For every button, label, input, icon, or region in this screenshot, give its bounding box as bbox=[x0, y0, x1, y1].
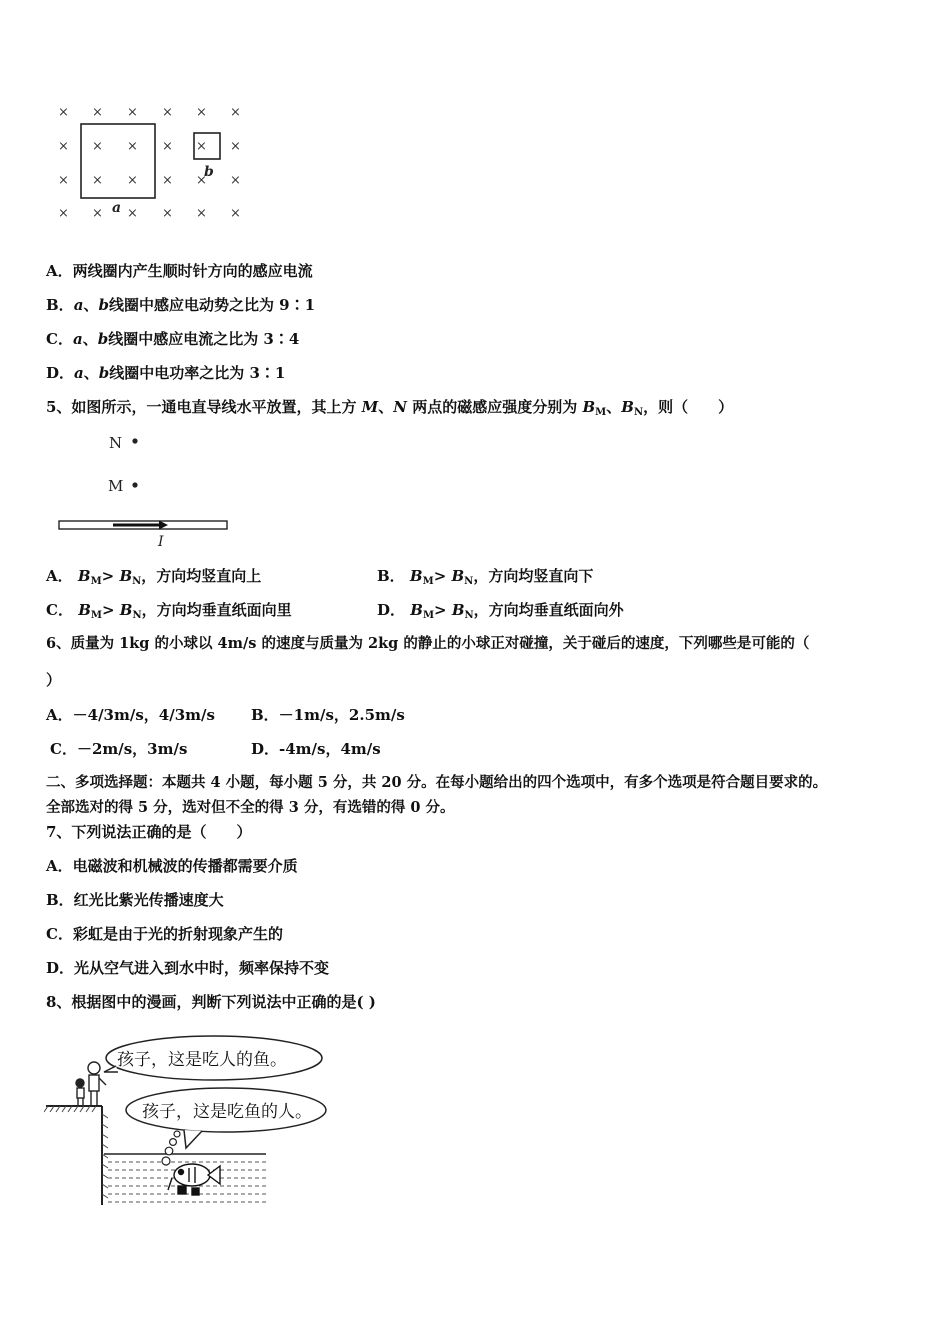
var-B: B bbox=[451, 567, 465, 585]
var-b: b bbox=[98, 296, 109, 314]
q5-option-c bbox=[46, 600, 292, 626]
speech-text-fish: 孩子，这是吃鱼的人。 bbox=[142, 1102, 312, 1122]
var-B: B bbox=[119, 567, 133, 585]
var-N: N bbox=[393, 398, 408, 416]
q5-stem bbox=[46, 397, 733, 423]
field-cross: × bbox=[230, 206, 241, 221]
sep: 、 bbox=[82, 330, 98, 348]
var-B: B bbox=[409, 567, 423, 585]
stem-text: 两点的磁感应强度分别为 bbox=[407, 398, 583, 416]
var-B: B bbox=[621, 398, 634, 416]
q6-option-d: D．-4m/s，4m/s bbox=[251, 740, 381, 758]
option-text: ，方向均垂直纸面向外 bbox=[473, 601, 624, 619]
speech-tail-fish bbox=[184, 1130, 202, 1148]
field-cross: × bbox=[230, 173, 241, 188]
q6-stem-close: ） bbox=[46, 671, 62, 689]
option-text: 线圈中感应电动势之比为 9∶1 bbox=[108, 296, 316, 314]
q7-option-c: C．彩虹是由于光的折射现象产生的 bbox=[46, 925, 283, 943]
field-cross: × bbox=[230, 139, 241, 154]
gt: > bbox=[101, 567, 120, 585]
q4-option-a: A．两线圈内产生顺时针方向的感应电流 bbox=[46, 262, 313, 280]
point-N-label: N bbox=[109, 434, 123, 452]
subscript-N: N bbox=[464, 610, 474, 621]
field-cross: × bbox=[92, 173, 103, 188]
option-text: 线圈中感应电流之比为 3∶4 bbox=[108, 330, 300, 348]
sep: 、 bbox=[83, 364, 99, 382]
subscript-N: N bbox=[633, 407, 644, 418]
option-lead: B． bbox=[377, 567, 405, 585]
stem-text: ，则（ ） bbox=[643, 398, 734, 416]
wire-figure bbox=[55, 428, 235, 548]
subscript-M: M bbox=[595, 407, 607, 418]
coil-field-figure bbox=[50, 98, 250, 223]
gt: > bbox=[101, 601, 120, 619]
var-B: B bbox=[451, 601, 465, 619]
gt: > bbox=[433, 567, 452, 585]
q6-option-a: A．－4/3m/s，4/3m/s bbox=[46, 706, 215, 724]
stem-text: 5、如图所示，一通电直导线水平放置，其上方 bbox=[46, 398, 362, 416]
field-cross: × bbox=[196, 105, 207, 120]
field-cross: × bbox=[230, 105, 241, 120]
field-cross: × bbox=[127, 139, 138, 154]
subscript-M: M bbox=[422, 576, 434, 587]
option-text: ，方向均垂直纸面向里 bbox=[141, 601, 292, 619]
field-cross: × bbox=[196, 206, 207, 221]
option-lead: D． bbox=[46, 364, 75, 382]
subscript-N: N bbox=[464, 576, 474, 587]
sep: 、 bbox=[83, 296, 99, 314]
field-cross: × bbox=[92, 206, 103, 221]
var-M: M bbox=[361, 398, 379, 416]
q7-option-a: A．电磁波和机械波的传播都需要介质 bbox=[46, 857, 298, 875]
subscript-M: M bbox=[90, 610, 102, 621]
q4-option-b bbox=[46, 295, 315, 315]
coil-b-label: b bbox=[204, 164, 214, 180]
field-cross: × bbox=[127, 206, 138, 221]
q5-option-a bbox=[46, 566, 261, 592]
q8-stem: 8、根据图中的漫画，判断下列说法中正确的是( ) bbox=[46, 993, 376, 1011]
field-cross: × bbox=[58, 206, 69, 221]
speech-text-adult: 孩子，这是吃人的鱼。 bbox=[117, 1050, 287, 1070]
current-label: I bbox=[158, 534, 164, 548]
sep: 、 bbox=[378, 398, 394, 416]
option-lead: B． bbox=[46, 296, 74, 314]
q7-option-b: B．红光比紫光传播速度大 bbox=[46, 891, 224, 909]
q4-option-d bbox=[46, 363, 285, 383]
point-M-label: M bbox=[108, 477, 124, 495]
field-cross: × bbox=[127, 105, 138, 120]
var-a: a bbox=[72, 330, 83, 348]
subscript-N: N bbox=[132, 576, 142, 587]
coil-a-label: a bbox=[112, 200, 122, 216]
var-a: a bbox=[73, 296, 84, 314]
var-b: b bbox=[98, 364, 110, 382]
field-cross: × bbox=[162, 139, 173, 154]
section2-heading: 二、多项选择题：本题共 4 小题，每小题 5 分，共 20 分。在每小题给出的四个选项中，有多个选项是符合题目要求的。 bbox=[46, 774, 828, 791]
q5-option-b bbox=[377, 566, 593, 592]
option-lead: C． bbox=[46, 601, 73, 619]
var-B: B bbox=[77, 567, 91, 585]
fish-figure bbox=[168, 1164, 220, 1195]
point-M bbox=[132, 482, 137, 487]
child-figure bbox=[76, 1079, 84, 1105]
var-a: a bbox=[74, 364, 84, 382]
var-B: B bbox=[410, 601, 423, 619]
cartoon-figure bbox=[44, 1030, 344, 1210]
field-cross: × bbox=[58, 139, 69, 154]
q6-stem: 6、质量为 1kg 的小球以 4m/s 的速度与质量为 2kg 的静止的小球正对碰撞，关于碰后的速度，下列哪些是可能的（ bbox=[46, 635, 810, 652]
subscript-M: M bbox=[90, 576, 102, 587]
air-bubbles bbox=[162, 1131, 180, 1165]
q4-option-c bbox=[46, 329, 299, 349]
field-crosses bbox=[58, 105, 241, 221]
field-cross: × bbox=[162, 206, 173, 221]
subscript-N: N bbox=[132, 610, 142, 621]
q6-option-b: B．－1m/s，2.5m/s bbox=[251, 706, 405, 724]
option-text: 线圈中电功率之比为 3∶1 bbox=[109, 364, 286, 382]
field-cross: × bbox=[162, 105, 173, 120]
var-B: B bbox=[119, 601, 133, 619]
point-N bbox=[132, 438, 137, 443]
option-lead: D． bbox=[377, 601, 406, 619]
option-text: ，方向均竖直向上 bbox=[141, 567, 262, 585]
q6-option-c: C．－2m/s，3m/s bbox=[50, 740, 188, 758]
subscript-M: M bbox=[422, 610, 435, 621]
field-cross: × bbox=[92, 139, 103, 154]
option-lead: C． bbox=[46, 330, 73, 348]
var-B: B bbox=[582, 398, 596, 416]
var-b: b bbox=[97, 330, 109, 348]
sep: 、 bbox=[606, 398, 622, 416]
var-B: B bbox=[78, 601, 91, 619]
field-cross: × bbox=[127, 173, 138, 188]
q7-option-d: D．光从空气进入到水中时，频率保持不变 bbox=[46, 959, 330, 977]
field-cross: × bbox=[162, 173, 173, 188]
field-cross: × bbox=[196, 173, 207, 188]
field-cross: × bbox=[58, 105, 69, 120]
field-cross: × bbox=[58, 173, 69, 188]
field-cross: × bbox=[196, 139, 207, 154]
q7-stem: 7、下列说法正确的是（ ） bbox=[46, 823, 252, 841]
q5-option-d bbox=[377, 600, 624, 626]
option-text: ，方向均竖直向下 bbox=[473, 567, 594, 585]
adult-figure bbox=[88, 1062, 106, 1105]
speech-tail-adult bbox=[104, 1066, 118, 1072]
option-lead: A． bbox=[46, 567, 73, 585]
gt: > bbox=[434, 601, 452, 619]
field-cross: × bbox=[92, 105, 103, 120]
section2-rule: 全部选对的得 5 分，选对但不全的得 3 分，有选错的得 0 分。 bbox=[46, 799, 455, 816]
